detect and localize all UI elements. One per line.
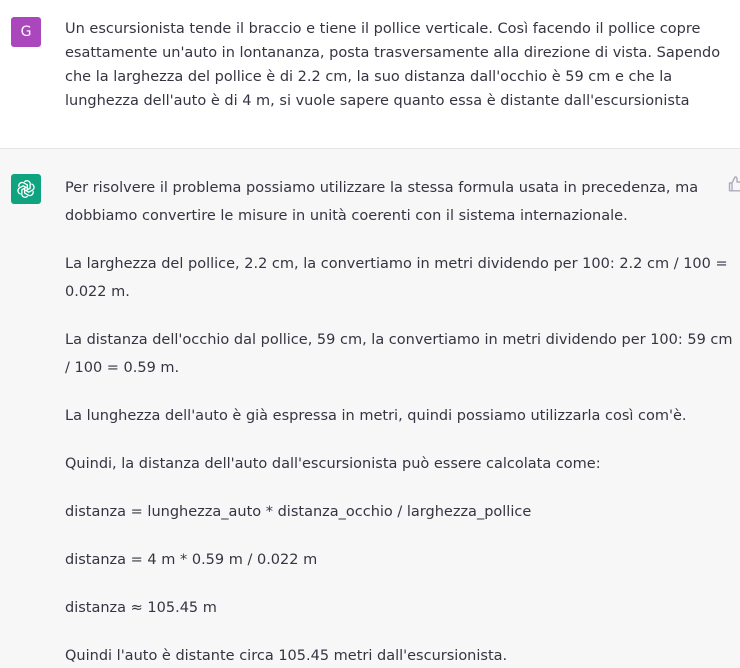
assistant-paragraph <box>65 250 730 306</box>
user-avatar: G <box>11 17 41 47</box>
assistant-message <box>0 149 740 668</box>
assistant-paragraph <box>65 642 730 668</box>
openai-logo-icon <box>11 174 41 204</box>
assistant-paragraph <box>65 450 730 478</box>
assistant-paragraph <box>65 594 730 622</box>
assistant-paragraph <box>65 326 733 382</box>
assistant-paragraph <box>65 498 730 526</box>
user-message-line: che la larghezza del pollice è di 2.2 cm, la suo distanza dall'occhio è 59 cm e che la <box>65 69 673 85</box>
user-message-text <box>65 17 721 113</box>
assistant-line: distanza ≈ 105.45 m <box>65 600 217 616</box>
thumbs-up-icon[interactable] <box>728 176 740 192</box>
assistant-line: / 100 = 0.59 m. <box>65 360 180 376</box>
assistant-line: dobbiamo convertire le misure in unità coerenti con il sistema internazionale. <box>65 208 628 224</box>
assistant-paragraph <box>65 546 730 574</box>
assistant-line: distanza = lunghezza_auto * distanza_occhio / larghezza_pollice <box>65 504 532 520</box>
user-message-line: lunghezza dell'auto è di 4 m, si vuole sapere quanto essa è distante dall'escursionista <box>65 93 690 109</box>
assistant-line: Quindi, la distanza dell'auto dall'escursionista può essere calcolata come: <box>65 456 601 472</box>
user-message <box>0 0 740 149</box>
assistant-message-text <box>65 174 733 668</box>
assistant-paragraph <box>65 174 730 230</box>
assistant-line: La lunghezza dell'auto è già espressa in metri, quindi possiamo utilizzarla così com'è. <box>65 408 687 424</box>
user-message-line: esattamente un'auto in lontananza, posta trasversamente alla direzione di vista. Sapendo <box>65 45 721 61</box>
assistant-line: distanza = 4 m * 0.59 m / 0.022 m <box>65 552 318 568</box>
assistant-paragraph <box>65 402 730 430</box>
user-message-line: Un escursionista tende il braccio e tiene il pollice verticale. Così facendo il pollice copre <box>65 21 701 37</box>
assistant-line: Quindi l'auto è distante circa 105.45 metri dall'escursionista. <box>65 648 508 664</box>
assistant-line: 0.022 m. <box>65 284 130 300</box>
assistant-line: La larghezza del pollice, 2.2 cm, la convertiamo in metri dividendo per 100: 2.2 cm / 100 = <box>65 256 728 272</box>
assistant-line: Per risolvere il problema possiamo utilizzare la stessa formula usata in precedenza, ma <box>65 180 699 196</box>
assistant-line: La distanza dell'occhio dal pollice, 59 cm, la convertiamo in metri dividendo per 100: 59 cm <box>65 332 733 348</box>
